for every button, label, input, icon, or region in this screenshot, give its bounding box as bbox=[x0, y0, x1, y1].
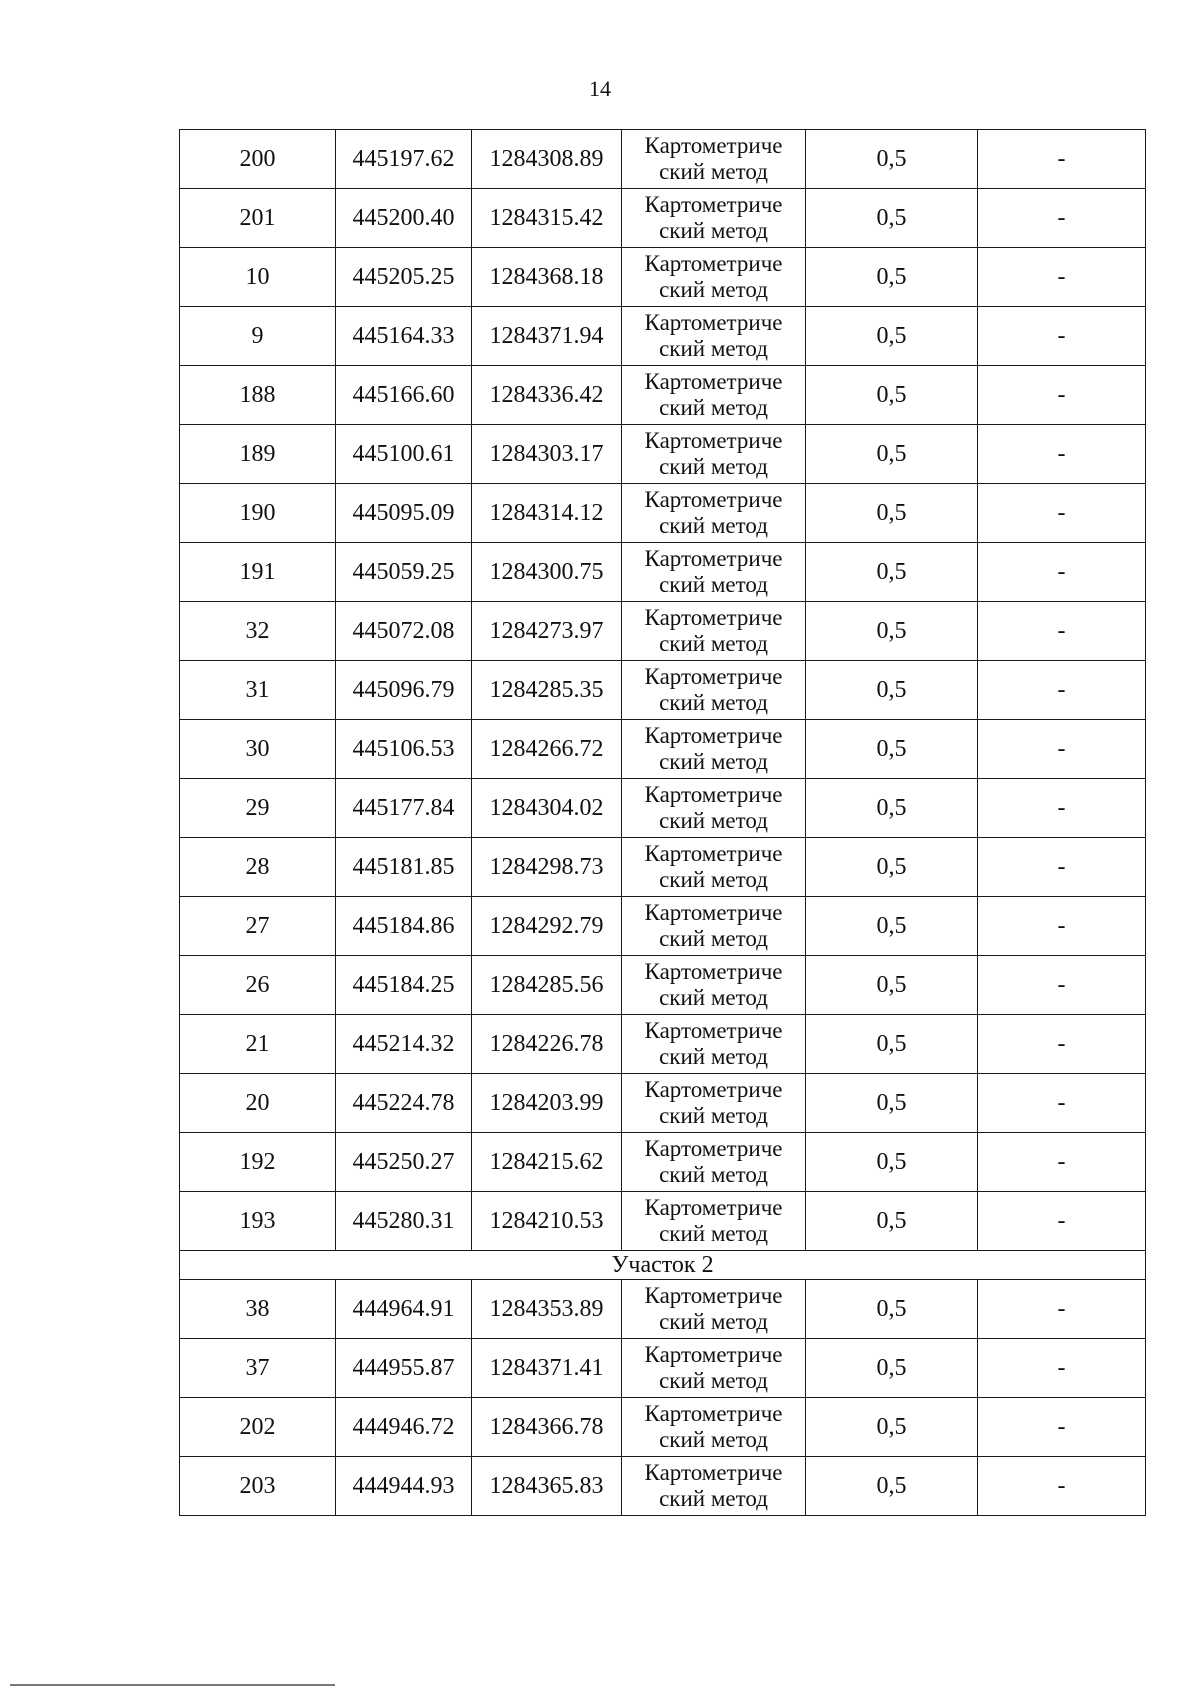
method-cell bbox=[622, 425, 806, 484]
accuracy-cell: 0,5 bbox=[806, 1280, 978, 1339]
table-row bbox=[180, 1192, 1146, 1251]
method-cell bbox=[622, 838, 806, 897]
accuracy-cell: 0,5 bbox=[806, 1192, 978, 1251]
method-text-line-2: ский метод bbox=[659, 1309, 768, 1334]
x-coordinate-cell: 445250.27 bbox=[336, 1133, 472, 1192]
x-coordinate-cell: 445106.53 bbox=[336, 720, 472, 779]
x-coordinate-cell: 445059.25 bbox=[336, 543, 472, 602]
accuracy-cell: 0,5 bbox=[806, 366, 978, 425]
y-coordinate-cell: 1284366.78 bbox=[472, 1398, 622, 1457]
accuracy-cell: 0,5 bbox=[806, 1398, 978, 1457]
table-row bbox=[180, 1280, 1146, 1339]
method-cell bbox=[622, 248, 806, 307]
method-text-line-2: ский метод bbox=[659, 867, 768, 892]
y-coordinate-cell: 1284304.02 bbox=[472, 779, 622, 838]
x-coordinate-cell: 445205.25 bbox=[336, 248, 472, 307]
y-coordinate-cell: 1284308.89 bbox=[472, 130, 622, 189]
note-cell: - bbox=[978, 602, 1146, 661]
method-text-line-1: Картометриче bbox=[644, 1136, 783, 1161]
note-cell: - bbox=[978, 838, 1146, 897]
point-number-cell: 192 bbox=[180, 1133, 336, 1192]
table-row bbox=[180, 838, 1146, 897]
y-coordinate-cell: 1284292.79 bbox=[472, 897, 622, 956]
x-coordinate-cell: 445164.33 bbox=[336, 307, 472, 366]
y-coordinate-cell: 1284300.75 bbox=[472, 543, 622, 602]
table-row bbox=[180, 189, 1146, 248]
coordinates-table bbox=[179, 129, 1146, 1516]
accuracy-cell: 0,5 bbox=[806, 425, 978, 484]
method-text-line-1: Картометриче bbox=[644, 428, 783, 453]
x-coordinate-cell: 444955.87 bbox=[336, 1339, 472, 1398]
note-cell: - bbox=[978, 425, 1146, 484]
accuracy-cell: 0,5 bbox=[806, 661, 978, 720]
x-coordinate-cell: 445197.62 bbox=[336, 130, 472, 189]
method-text-line-2: ский метод bbox=[659, 159, 768, 184]
accuracy-cell: 0,5 bbox=[806, 1133, 978, 1192]
note-cell: - bbox=[978, 956, 1146, 1015]
note-cell: - bbox=[978, 1398, 1146, 1457]
method-text-line-2: ский метод bbox=[659, 926, 768, 951]
x-coordinate-cell: 445184.86 bbox=[336, 897, 472, 956]
y-coordinate-cell: 1284298.73 bbox=[472, 838, 622, 897]
y-coordinate-cell: 1284210.53 bbox=[472, 1192, 622, 1251]
point-number-cell: 26 bbox=[180, 956, 336, 1015]
method-text-line-1: Картометриче bbox=[644, 841, 783, 866]
accuracy-cell: 0,5 bbox=[806, 779, 978, 838]
method-cell bbox=[622, 1192, 806, 1251]
method-cell bbox=[622, 602, 806, 661]
method-text-line-2: ский метод bbox=[659, 395, 768, 420]
point-number-cell: 28 bbox=[180, 838, 336, 897]
method-cell bbox=[622, 779, 806, 838]
point-number-cell: 30 bbox=[180, 720, 336, 779]
x-coordinate-cell: 445181.85 bbox=[336, 838, 472, 897]
method-cell bbox=[622, 1398, 806, 1457]
table-row bbox=[180, 897, 1146, 956]
method-text-line-2: ский метод bbox=[659, 572, 768, 597]
accuracy-cell: 0,5 bbox=[806, 189, 978, 248]
point-number-cell: 20 bbox=[180, 1074, 336, 1133]
note-cell: - bbox=[978, 1133, 1146, 1192]
note-cell: - bbox=[978, 1074, 1146, 1133]
method-cell bbox=[622, 1015, 806, 1074]
x-coordinate-cell: 444964.91 bbox=[336, 1280, 472, 1339]
accuracy-cell: 0,5 bbox=[806, 1339, 978, 1398]
accuracy-cell: 0,5 bbox=[806, 248, 978, 307]
method-text-line-2: ский метод bbox=[659, 1103, 768, 1128]
y-coordinate-cell: 1284368.18 bbox=[472, 248, 622, 307]
method-text-line-2: ский метод bbox=[659, 690, 768, 715]
y-coordinate-cell: 1284353.89 bbox=[472, 1280, 622, 1339]
method-text-line-2: ский метод bbox=[659, 1044, 768, 1069]
y-coordinate-cell: 1284266.72 bbox=[472, 720, 622, 779]
y-coordinate-cell: 1284226.78 bbox=[472, 1015, 622, 1074]
table-row bbox=[180, 1074, 1146, 1133]
method-text-line-2: ский метод bbox=[659, 1368, 768, 1393]
point-number-cell: 193 bbox=[180, 1192, 336, 1251]
method-cell bbox=[622, 1457, 806, 1516]
y-coordinate-cell: 1284303.17 bbox=[472, 425, 622, 484]
point-number-cell: 32 bbox=[180, 602, 336, 661]
method-text-line-1: Картометриче bbox=[644, 664, 783, 689]
table-row bbox=[180, 425, 1146, 484]
point-number-cell: 188 bbox=[180, 366, 336, 425]
page-number: 14 bbox=[589, 76, 611, 101]
point-number-cell: 200 bbox=[180, 130, 336, 189]
method-text-line-2: ский метод bbox=[659, 631, 768, 656]
point-number-cell: 38 bbox=[180, 1280, 336, 1339]
accuracy-cell: 0,5 bbox=[806, 602, 978, 661]
accuracy-cell: 0,5 bbox=[806, 838, 978, 897]
note-cell: - bbox=[978, 189, 1146, 248]
y-coordinate-cell: 1284215.62 bbox=[472, 1133, 622, 1192]
y-coordinate-cell: 1284336.42 bbox=[472, 366, 622, 425]
table-row bbox=[180, 130, 1146, 189]
method-text-line-1: Картометриче bbox=[644, 1195, 783, 1220]
table-row bbox=[180, 1339, 1146, 1398]
table-row bbox=[180, 720, 1146, 779]
method-cell bbox=[622, 189, 806, 248]
note-cell: - bbox=[978, 1015, 1146, 1074]
accuracy-cell: 0,5 bbox=[806, 1015, 978, 1074]
method-text-line-2: ский метод bbox=[659, 218, 768, 243]
note-cell: - bbox=[978, 1339, 1146, 1398]
method-text-line-1: Картометриче bbox=[644, 487, 783, 512]
table-row bbox=[180, 366, 1146, 425]
accuracy-cell: 0,5 bbox=[806, 484, 978, 543]
accuracy-cell: 0,5 bbox=[806, 720, 978, 779]
method-cell bbox=[622, 956, 806, 1015]
accuracy-cell: 0,5 bbox=[806, 1457, 978, 1516]
note-cell: - bbox=[978, 897, 1146, 956]
method-cell bbox=[622, 130, 806, 189]
x-coordinate-cell: 445280.31 bbox=[336, 1192, 472, 1251]
point-number-cell: 189 bbox=[180, 425, 336, 484]
x-coordinate-cell: 444946.72 bbox=[336, 1398, 472, 1457]
note-cell: - bbox=[978, 1457, 1146, 1516]
x-coordinate-cell: 444944.93 bbox=[336, 1457, 472, 1516]
method-text-line-1: Картометриче bbox=[644, 1342, 783, 1367]
method-text-line-1: Картометриче bbox=[644, 1401, 783, 1426]
table-row bbox=[180, 602, 1146, 661]
method-text-line-2: ский метод bbox=[659, 1486, 768, 1511]
table-row bbox=[180, 1133, 1146, 1192]
x-coordinate-cell: 445224.78 bbox=[336, 1074, 472, 1133]
method-text-line-2: ский метод bbox=[659, 1427, 768, 1452]
x-coordinate-cell: 445214.32 bbox=[336, 1015, 472, 1074]
y-coordinate-cell: 1284273.97 bbox=[472, 602, 622, 661]
note-cell: - bbox=[978, 307, 1146, 366]
table-row bbox=[180, 248, 1146, 307]
method-text-line-1: Картометриче bbox=[644, 546, 783, 571]
method-text-line-1: Картометриче bbox=[644, 369, 783, 394]
method-text-line-2: ский метод bbox=[659, 985, 768, 1010]
y-coordinate-cell: 1284285.35 bbox=[472, 661, 622, 720]
method-text-line-1: Картометриче bbox=[644, 1283, 783, 1308]
x-coordinate-cell: 445095.09 bbox=[336, 484, 472, 543]
note-cell: - bbox=[978, 661, 1146, 720]
method-cell bbox=[622, 1074, 806, 1133]
accuracy-cell: 0,5 bbox=[806, 130, 978, 189]
note-cell: - bbox=[978, 366, 1146, 425]
method-cell bbox=[622, 543, 806, 602]
point-number-cell: 29 bbox=[180, 779, 336, 838]
method-cell bbox=[622, 1339, 806, 1398]
point-number-cell: 190 bbox=[180, 484, 336, 543]
method-text-line-1: Картометриче bbox=[644, 1077, 783, 1102]
x-coordinate-cell: 445096.79 bbox=[336, 661, 472, 720]
method-text-line-2: ский метод bbox=[659, 808, 768, 833]
accuracy-cell: 0,5 bbox=[806, 956, 978, 1015]
table-row bbox=[180, 543, 1146, 602]
table-row bbox=[180, 1457, 1146, 1516]
point-number-cell: 9 bbox=[180, 307, 336, 366]
y-coordinate-cell: 1284203.99 bbox=[472, 1074, 622, 1133]
x-coordinate-cell: 445184.25 bbox=[336, 956, 472, 1015]
note-cell: - bbox=[978, 1192, 1146, 1251]
y-coordinate-cell: 1284314.12 bbox=[472, 484, 622, 543]
method-text-line-1: Картометриче bbox=[644, 900, 783, 925]
method-text-line-1: Картометриче bbox=[644, 1460, 783, 1485]
method-text-line-1: Картометриче bbox=[644, 605, 783, 630]
footer-divider bbox=[10, 1684, 335, 1686]
method-cell bbox=[622, 484, 806, 543]
note-cell: - bbox=[978, 248, 1146, 307]
table-row bbox=[180, 307, 1146, 366]
note-cell: - bbox=[978, 720, 1146, 779]
method-cell bbox=[622, 1133, 806, 1192]
accuracy-cell: 0,5 bbox=[806, 543, 978, 602]
y-coordinate-cell: 1284315.42 bbox=[472, 189, 622, 248]
method-text-line-2: ский метод bbox=[659, 749, 768, 774]
method-text-line-2: ский метод bbox=[659, 1221, 768, 1246]
method-text-line-1: Картометриче bbox=[644, 310, 783, 335]
y-coordinate-cell: 1284365.83 bbox=[472, 1457, 622, 1516]
table-row bbox=[180, 661, 1146, 720]
section-title: Участок 2 bbox=[180, 1251, 1146, 1280]
point-number-cell: 10 bbox=[180, 248, 336, 307]
method-text-line-1: Картометриче bbox=[644, 959, 783, 984]
method-cell bbox=[622, 720, 806, 779]
point-number-cell: 202 bbox=[180, 1398, 336, 1457]
table-row bbox=[180, 1398, 1146, 1457]
y-coordinate-cell: 1284371.41 bbox=[472, 1339, 622, 1398]
note-cell: - bbox=[978, 543, 1146, 602]
method-text-line-1: Картометриче bbox=[644, 782, 783, 807]
point-number-cell: 27 bbox=[180, 897, 336, 956]
accuracy-cell: 0,5 bbox=[806, 1074, 978, 1133]
point-number-cell: 191 bbox=[180, 543, 336, 602]
y-coordinate-cell: 1284285.56 bbox=[472, 956, 622, 1015]
method-text-line-2: ский метод bbox=[659, 454, 768, 479]
point-number-cell: 201 bbox=[180, 189, 336, 248]
method-text-line-1: Картометриче bbox=[644, 192, 783, 217]
x-coordinate-cell: 445200.40 bbox=[336, 189, 472, 248]
accuracy-cell: 0,5 bbox=[806, 897, 978, 956]
point-number-cell: 203 bbox=[180, 1457, 336, 1516]
table-row bbox=[180, 779, 1146, 838]
method-text-line-1: Картометриче bbox=[644, 723, 783, 748]
x-coordinate-cell: 445100.61 bbox=[336, 425, 472, 484]
method-text-line-2: ский метод bbox=[659, 277, 768, 302]
y-coordinate-cell: 1284371.94 bbox=[472, 307, 622, 366]
table-row bbox=[180, 956, 1146, 1015]
note-cell: - bbox=[978, 1280, 1146, 1339]
x-coordinate-cell: 445177.84 bbox=[336, 779, 472, 838]
method-text-line-1: Картометриче bbox=[644, 251, 783, 276]
method-cell bbox=[622, 307, 806, 366]
table-row bbox=[180, 484, 1146, 543]
point-number-cell: 21 bbox=[180, 1015, 336, 1074]
x-coordinate-cell: 445166.60 bbox=[336, 366, 472, 425]
coordinates-table-body bbox=[180, 130, 1146, 1516]
note-cell: - bbox=[978, 130, 1146, 189]
section-row bbox=[180, 1251, 1146, 1280]
method-text-line-2: ский метод bbox=[659, 336, 768, 361]
method-text-line-2: ский метод bbox=[659, 513, 768, 538]
note-cell: - bbox=[978, 484, 1146, 543]
accuracy-cell: 0,5 bbox=[806, 307, 978, 366]
x-coordinate-cell: 445072.08 bbox=[336, 602, 472, 661]
method-cell bbox=[622, 1280, 806, 1339]
method-text-line-1: Картометриче bbox=[644, 1018, 783, 1043]
point-number-cell: 37 bbox=[180, 1339, 336, 1398]
method-text-line-2: ский метод bbox=[659, 1162, 768, 1187]
point-number-cell: 31 bbox=[180, 661, 336, 720]
method-cell bbox=[622, 897, 806, 956]
note-cell: - bbox=[978, 779, 1146, 838]
table-row bbox=[180, 1015, 1146, 1074]
method-cell bbox=[622, 661, 806, 720]
method-text-line-1: Картометриче bbox=[644, 133, 783, 158]
method-cell bbox=[622, 366, 806, 425]
